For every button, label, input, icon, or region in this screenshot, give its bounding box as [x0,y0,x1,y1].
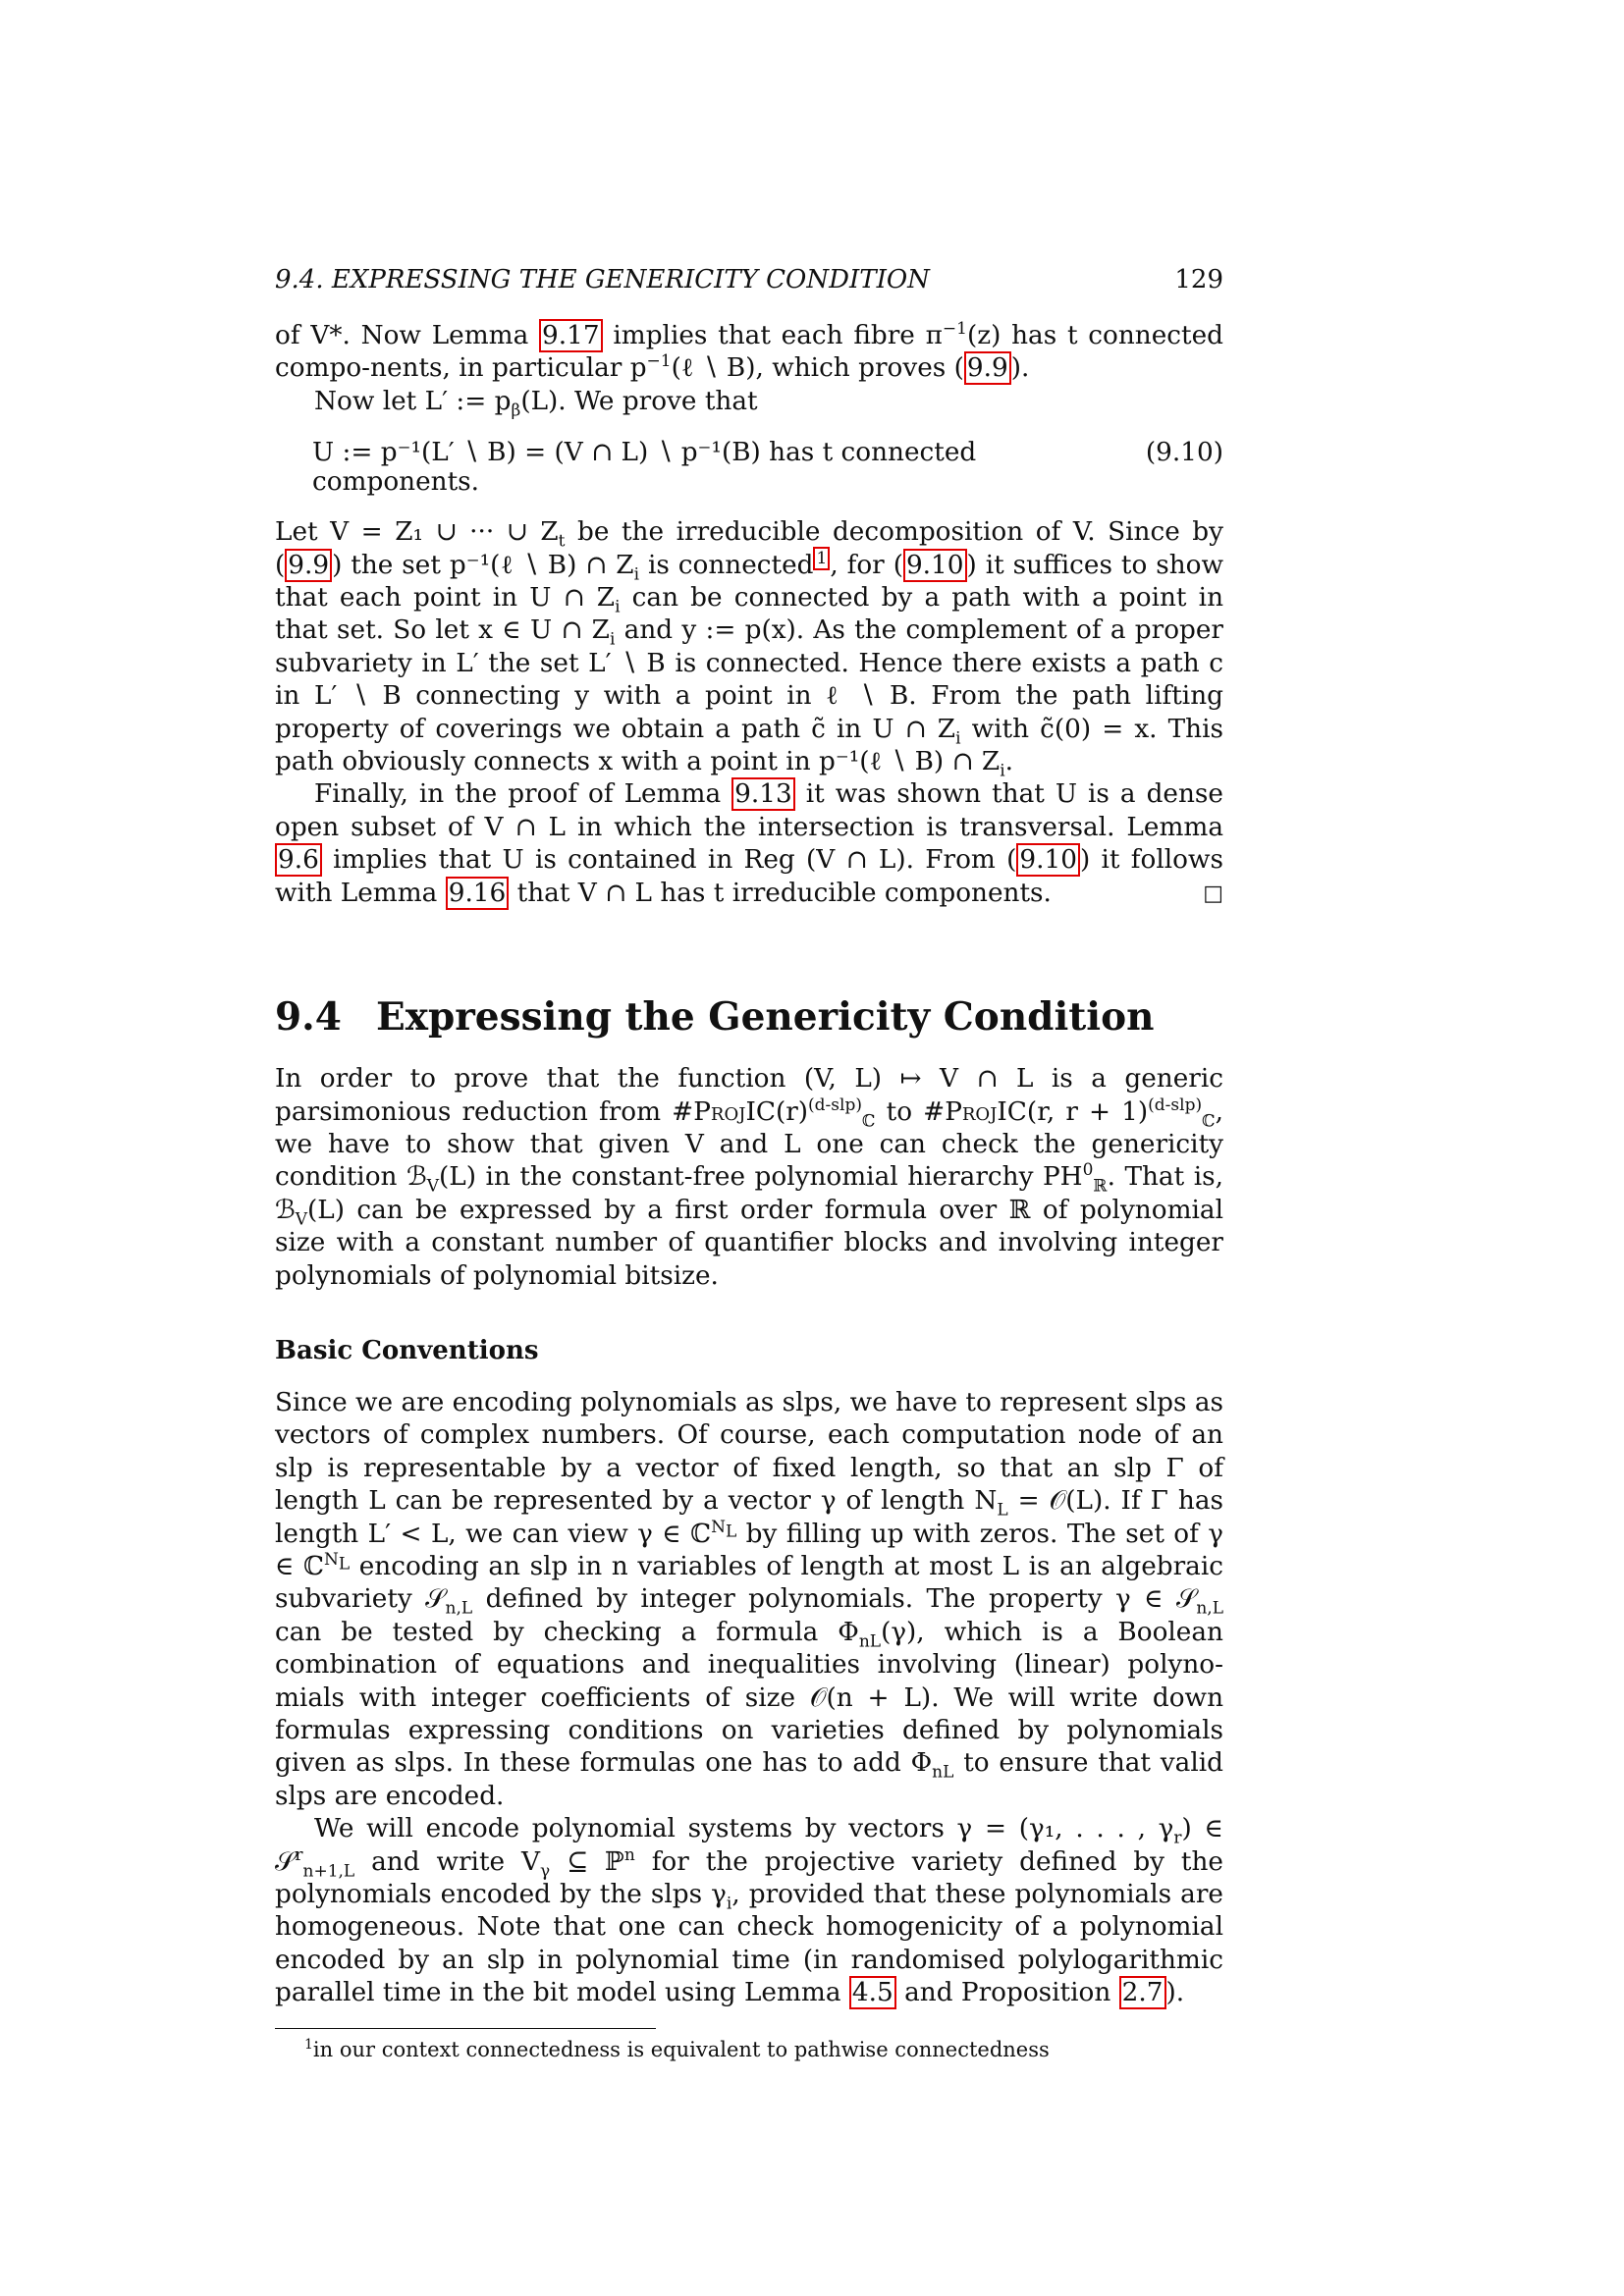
ref-eq-9-9[interactable]: 9.9 [285,549,332,582]
qed-symbol: □ [1203,881,1223,906]
equation-body: U := p⁻¹(L′ ∖ B) = (V ∩ L) ∖ p⁻¹(B) has t connected components. [312,438,977,498]
equation-9-10 [275,438,1223,497]
footnote-rule [275,2028,656,2029]
ref-eq-9-9[interactable]: 9.9 [964,351,1011,385]
paragraph-1: of V*. Now Lemma 9.17 implies that each fibre $\pi^{-1}(z)$ has t connected compo-nents, in particular $p^{-1}(\ell$ ∖ B), which proves ( 9.9 ). [275,319,1223,384]
paragraph-5: In order to prove that the function (V, L) ↦ V ∩ L is a generic parsimonious reduction from $\#ProjIC(r)^{(d-slp)}_ℂ$ to #ProjIC(r, r + 1)$^{(d-slp)}_ℂ$, we have to show that given V and L one can check the genericity condition ℬ$_V$(L) in the constant-free polynomial hierarchy $PH^0_ℝ$. That is, ℬ$_V$(L) can be expressed by a first order formula over ℝ of polynomial size with a constant number of quantifier blocks and involving integer polynomials of polynomial bitsize. [275,1064,1223,1291]
ref-proposition-2-7[interactable]: 2.7 [1119,1976,1166,2009]
running-head [275,265,1223,294]
ref-lemma-9-16[interactable]: 9.16 [446,877,510,910]
ref-eq-9-10[interactable]: 9.10 [903,549,967,582]
footnote [275,2037,1223,2062]
ref-lemma-9-13[interactable]: 9.13 [731,777,795,811]
paragraph-2: Now let L′ := $p_\beta(L)$. We prove that [314,386,758,421]
header-title: 9.4. EXPRESSING THE GENERICITY CONDITION [275,265,930,294]
paragraph-3: Let V = Z₁ ∪ ··· ∪ $Z_t$ be the irreducible decomposition of V. Since by ( 9.9 ) the set p⁻¹(ℓ ∖ B) ∩ $Z_i$ is connected $^1$ , for ( 9.10 ) it suffices to show that each point in U ∩ $Z_i$ can be connected by a path with a point in that set. So let x ∈ U ∩ $Z_i$ and y := p(x). As the complement of a proper subvariety in L′ the set L′ ∖ B is connected. Hence there exists a path c in L′ ∖ B connecting y with a point in ℓ ∖ B. From the path lifting property of coverings we obtain a path c̃ in U ∩ $Z_i$ with c̃(0) = x. This path obviously connects x with a point in p⁻¹(ℓ ∖ B) ∩ $Z_i$. [275,517,1224,781]
subsection-heading: Basic Conventions [275,1335,539,1365]
ref-lemma-9-6[interactable]: 9.6 [275,843,322,877]
paragraph-6: Since we are encoding polynomials as slps, we have to represent slps as vectors of complex numbers. Of course, each computation node of an slp is representable by a vector of fixed length, so that an slp Γ of length L can be represented by a vector γ of length $N_L$ = 𝒪(L). If Γ has length L′ < L, we can view γ ∈ ℂ$^{N_L}$ by filling up with zeros. The set of γ ∈ ℂ$^{N_L}$ encoding an slp in n variables of length at most L is an algebraic subvariety 𝒮$_{n,L}$ defined by integer polynomials. The property γ ∈ 𝒮$_{n,L}$ can be tested by checking a formula $\Phi_{nL}(\gamma)$, which is a Boolean combination of equations and inequalities involving (linear) polyno-mials with integer coefficients of size 𝒪(n + L). We will write down formulas expressing conditions on varieties defined by polynomials given as slps. In these formulas one has to add $\Phi_{nL}$ to ensure that valid slps are encoded. [275,1387,1224,1811]
equation-label: (9.10) [1145,438,1223,468]
section-number: 9.4 [275,994,342,1041]
section-heading [275,994,1223,1040]
paragraph-4: Finally, in the proof of Lemma 9.13 it was shown that U is a dense open subset of V ∩ L in which the intersection is transversal. Lemma 9.6 implies that U is contained in Reg (V ∩ L). From ( 9.10 ) it follows with Lemma 9.16 that V ∩ L has t irreducible components. □ [275,778,1223,910]
footnote-text: in our context connectedness is equivalent to pathwise connectedness [312,2037,1050,2061]
ref-eq-9-10[interactable]: 9.10 [1016,843,1080,877]
page [275,265,1223,2062]
ref-lemma-4-5[interactable]: 4.5 [849,1976,896,2009]
paragraph-7: We will encode polynomial systems by vectors γ = (γ₁, . . . , $\gamma_r$) ∈ 𝒮$^r_{n+1,L}$ and write $V_\gamma$ ⊆ ℙ$^n$ for the projective variety defined by the polynomials encoded by the slps $\gamma_i$, provided that these polynomials are homogeneous. Note that one can check homogenicity of a polynomial encoded by an slp in polynomial time (in randomised polylogarithmic parallel time in the bit model using Lemma 4.5 and Proposition 2.7 ). [275,1814,1223,2008]
ref-lemma-9-17[interactable]: 9.17 [539,319,603,352]
page-number: 129 [1174,265,1223,294]
footnote-number: 1 [304,2036,313,2053]
footnote-marker[interactable]: 1 [813,547,830,570]
section-title: Expressing the Genericity Condition [376,994,1155,1041]
